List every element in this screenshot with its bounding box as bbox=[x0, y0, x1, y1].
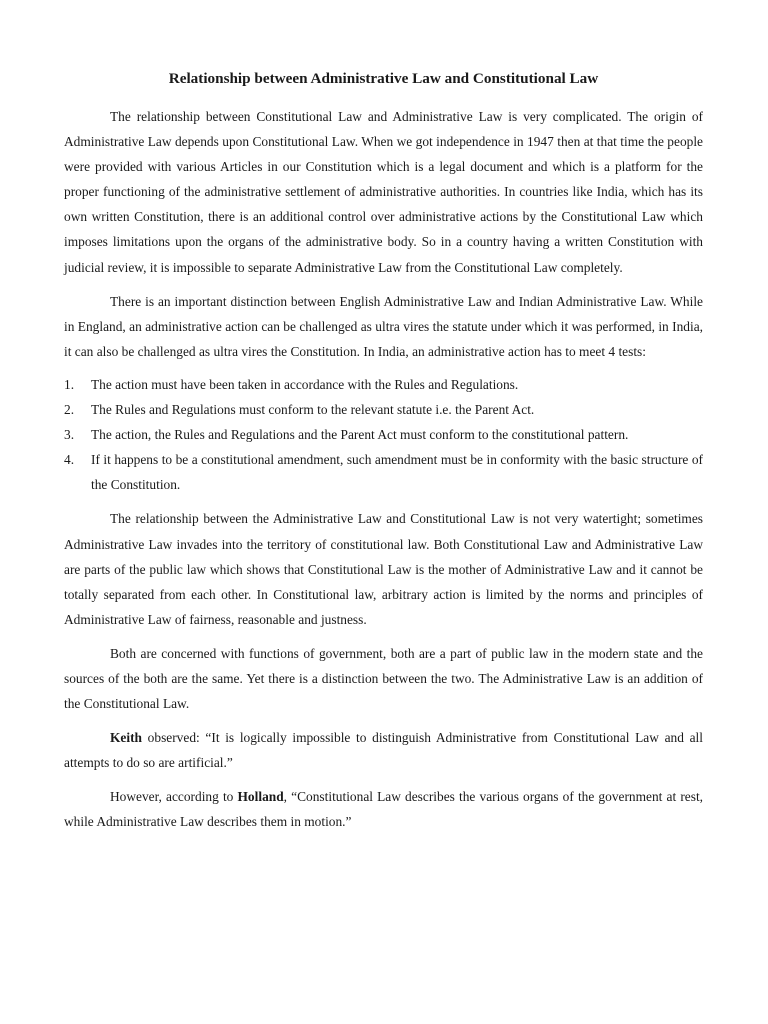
list-item-text: If it happens to be a constitutional amendment, such amendment must be in conformity with the basic structure of the Constitution. bbox=[91, 452, 703, 493]
keith-name: Keith bbox=[110, 730, 142, 746]
list-item-text: The action must have been taken in accordance with the Rules and Regulations. bbox=[91, 376, 519, 392]
list-item-number: 3. bbox=[64, 427, 75, 443]
list-item-number: 1. bbox=[64, 376, 75, 392]
holland-name: Holland bbox=[237, 789, 284, 805]
document-title: Relationship between Administrative Law and Constitutional Law bbox=[168, 70, 599, 87]
list-item bbox=[64, 422, 703, 447]
paragraph-distinction: There is an important distinction between English Administrative Law and Indian Administrative Law. While in England, an administrative action can be challenged as ultra vires the statute under which it was performed, in India, it can also be challenged as ultra vires the Constitution. In India, an administrative action has to meet 4 tests: bbox=[64, 293, 703, 359]
list-item-text: The action, the Rules and Regulations and the Parent Act must conform to the constitutional pattern. bbox=[91, 427, 629, 443]
document-page bbox=[64, 66, 703, 835]
paragraph-intro: The relationship between Constitutional Law and Administrative Law is very complicated. The origin of Administrative Law depends upon Constitutional Law. When we got independence in 1947 then at that time the people were provided with various Articles in our Constitution which is a legal document and which is a platform for the proper functioning of the administrative settlement of administrative authorities. In countries like India, which has its own written Constitution, there is an additional control over administrative actions by the Constitutional Law which imposes limitations upon the organs of the administrative body. So in a country having a written Constitution with judicial review, it is impossible to separate Administrative Law from the Constitutional Law completely. bbox=[64, 109, 703, 275]
list-item-number: 2. bbox=[64, 402, 75, 418]
holland-prefix: However, according to bbox=[110, 789, 238, 805]
list-item bbox=[64, 372, 703, 397]
list-item-text: The Rules and Regulations must conform to the relevant statute i.e. the Parent Act. bbox=[91, 402, 535, 418]
paragraph-keith-quote bbox=[64, 725, 703, 775]
tests-list bbox=[64, 372, 703, 497]
keith-quote-text: observed: “It is logically impossible to distinguish Administrative from Constitutional Law and all attempts to do so are artificial.” bbox=[64, 730, 703, 771]
paragraph-holland-quote bbox=[64, 784, 703, 834]
paragraph-functions: Both are concerned with functions of government, both are a part of public law in the modern state and the sources of the both are the same. Yet there is a distinction between the two. The Administrative Law is an addition of the Constitutional Law. bbox=[64, 645, 703, 712]
list-item-number: 4. bbox=[64, 452, 75, 468]
list-item bbox=[64, 447, 703, 497]
paragraph-relationship: The relationship between the Administrative Law and Constitutional Law is not very watertight; sometimes Administrative Law invades into the territory of constitutional law. Both Constitutional Law and Administrative Law are parts of the public law which shows that Constitutional Law is the mother of Administrative Law and it cannot be totally separated from each other. In Constitutional law, arbitrary action is limited by the norms and principles of Administrative Law of fairness, reasonable and justness. bbox=[64, 511, 703, 627]
list-item bbox=[64, 397, 703, 422]
holland-quote-text: , “Constitutional Law describes the various organs of the government at rest, while Administrative Law describes them in motion.” bbox=[64, 789, 704, 830]
